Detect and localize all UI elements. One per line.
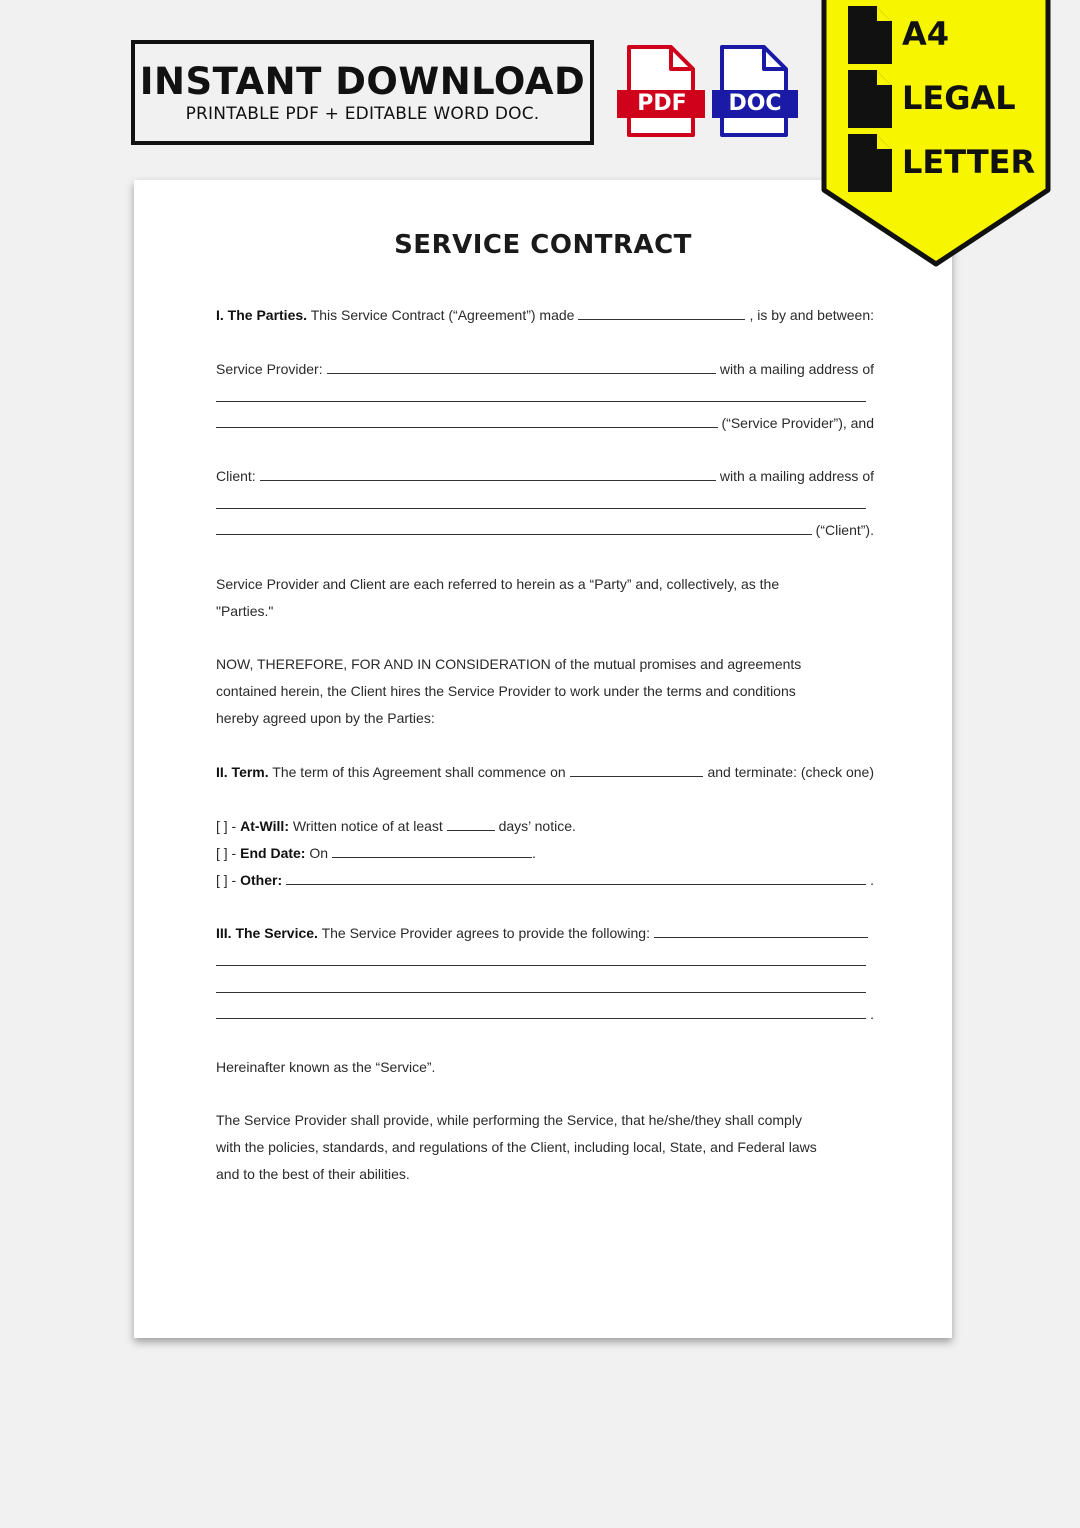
- other-blank: [286, 870, 866, 885]
- provider-address-blank-2: [216, 413, 718, 428]
- pdf-label: PDF: [637, 91, 687, 116]
- client-address-blank: [216, 508, 866, 509]
- party-definition-line-2: "Parties.": [216, 603, 274, 619]
- other-label: Other:: [240, 872, 283, 888]
- end-date-option: [216, 843, 874, 863]
- party-definition-line-1: Service Provider and Client are each referred to herein as a “Party” and, collectively, as the: [216, 576, 780, 592]
- end-date-period: .: [531, 845, 536, 861]
- at-will-suffix: days’ notice.: [498, 818, 576, 834]
- checkbox-other: [ ] -: [216, 872, 237, 888]
- commence-date-blank: [570, 762, 704, 777]
- client-address-blank-2: [216, 520, 812, 535]
- other-option: [216, 870, 874, 890]
- provider-address-blank: [216, 401, 866, 402]
- badge-label-letter: LETTER: [902, 143, 1036, 181]
- provider-address-line: [216, 413, 874, 433]
- pdf-file-icon: [617, 44, 707, 140]
- doc-label: DOC: [728, 91, 782, 116]
- document-title: SERVICE CONTRACT: [394, 230, 692, 260]
- service-known-as: Hereinafter known as the “Service”.: [216, 1059, 436, 1075]
- consideration-line-3: hereby agreed upon by the Parties:: [216, 710, 435, 726]
- service-last-line: [216, 1004, 874, 1024]
- at-will-text: Written notice of at least: [292, 818, 443, 834]
- client-mailing-text: with a mailing address of: [719, 468, 874, 484]
- page-icon: [848, 6, 892, 64]
- term-line: [216, 762, 874, 782]
- provider-label: Service Provider:: [216, 361, 323, 377]
- term-text: The term of this Agreement shall commence on: [272, 764, 566, 780]
- document-page: [134, 180, 952, 1338]
- service-text: The Service Provider agrees to provide the following:: [321, 925, 650, 941]
- at-will-option: [216, 816, 874, 836]
- service-blank-4: [216, 1004, 866, 1019]
- client-label: Client:: [216, 468, 256, 484]
- client-line: [216, 466, 874, 486]
- notice-days-blank: [447, 816, 495, 831]
- badge-label-legal: LEGAL: [902, 79, 1016, 117]
- client-suffix: (“Client”).: [815, 522, 874, 538]
- parties-heading: I. The Parties.: [216, 307, 308, 323]
- other-period: .: [870, 872, 874, 888]
- term-text-after: and terminate: (check one): [707, 764, 874, 780]
- provider-line: [216, 359, 874, 379]
- provider-mailing-text: with a mailing address of: [719, 361, 874, 377]
- client-address-line: [216, 520, 874, 540]
- banner-title: INSTANT DOWNLOAD: [139, 60, 586, 103]
- parties-text-after: , is by and between:: [749, 307, 874, 323]
- comply-line-3: and to the best of their abilities.: [216, 1166, 410, 1182]
- badge-label-a4: A4: [902, 15, 950, 53]
- banner-subtitle: PRINTABLE PDF + EDITABLE WORD DOC.: [185, 104, 540, 124]
- parties-text: This Service Contract (“Agreement”) made: [310, 307, 575, 323]
- client-name-blank: [260, 466, 716, 481]
- page-icon: [848, 134, 892, 192]
- parties-line: [216, 305, 874, 325]
- consideration-line-1: NOW, THEREFORE, FOR AND IN CONSIDERATION of the mutual promises and agreements: [216, 656, 802, 672]
- end-date-label: End Date:: [240, 845, 306, 861]
- comply-line-1: The Service Provider shall provide, while performing the Service, that he/she/they shall comply: [216, 1112, 802, 1128]
- service-line: [216, 923, 874, 943]
- service-blank-3: [216, 992, 866, 993]
- service-heading: III. The Service.: [216, 925, 318, 941]
- checkbox-at-will: [ ] -: [216, 818, 237, 834]
- end-date-text: On: [309, 845, 329, 861]
- service-blank-2: [216, 965, 866, 966]
- end-date-blank: [332, 843, 532, 858]
- page-icon: [848, 70, 892, 128]
- service-period: .: [870, 1006, 874, 1022]
- comply-line-2: with the policies, standards, and regulations of the Client, including local, State, and Federal laws: [216, 1139, 817, 1155]
- at-will-label: At-Will:: [240, 818, 289, 834]
- instant-download-banner: [131, 40, 594, 145]
- provider-name-blank: [327, 359, 716, 374]
- consideration-line-2: contained herein, the Client hires the Service Provider to work under the terms and conditions: [216, 683, 796, 699]
- doc-file-icon: [710, 44, 800, 140]
- service-blank: [654, 923, 868, 938]
- provider-suffix: (“Service Provider”), and: [721, 415, 874, 431]
- term-heading: II. Term.: [216, 764, 269, 780]
- date-blank: [578, 305, 745, 320]
- checkbox-end-date: [ ] -: [216, 845, 237, 861]
